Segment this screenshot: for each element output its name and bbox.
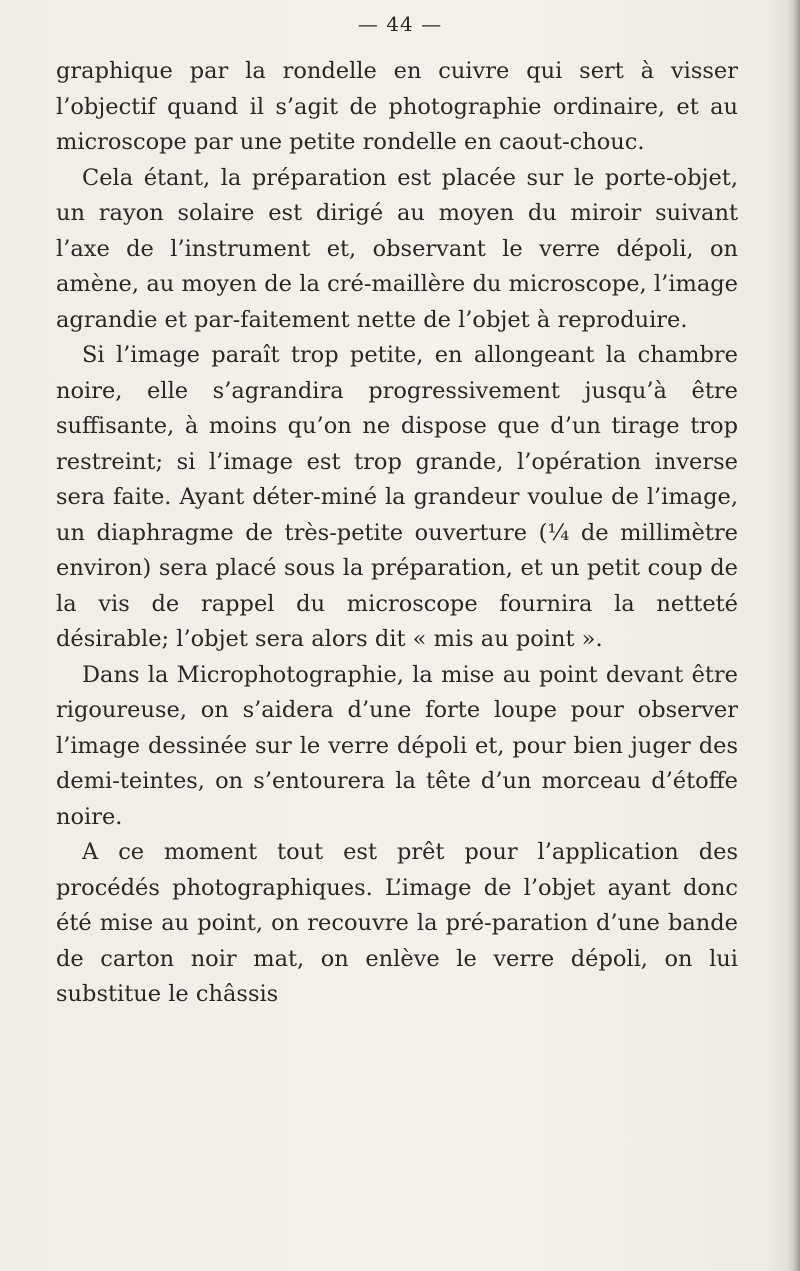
paragraph-4: Dans la Microphotographie, la mise au point devant être rigoureuse, on s’aidera d’une forte loupe pour observer l’image dessinée sur le verre dépoli et, pour bien juger des demi-teintes, on s’entourera la tête d’un morceau d’étoffe noire. — [56, 661, 738, 830]
body-text — [56, 54, 738, 1013]
paragraph-5: A ce moment tout est prêt pour l’application des procédés photographiques. L’image de l’objet ayant donc été mise au point, on recouvre la pré-paration d’une bande de carton noir mat, on enlève le verre dépoli, on lui substitue le châssis — [56, 839, 738, 1007]
page-number: — 44 — — [357, 12, 443, 36]
paragraph-2: Cela étant, la préparation est placée sur le porte-objet, un rayon solaire est dirigé au moyen du miroir suivant l’axe de l’instrument et, observant le verre dépoli, on amène, au moyen de la cré-maillère du microscope, l’image agrandie et par-faitement nette de l’objet à reproduire. — [56, 164, 738, 333]
page-edge-shadow — [786, 0, 800, 1271]
paragraph-1: graphique par la rondelle en cuivre qui sert à visser l’objectif quand il s’agit de photographie ordinaire, et au microscope par une petite rondelle en caout-chouc. — [56, 58, 738, 155]
paragraph-3: Si l’image paraît trop petite, en allongeant la chambre noire, elle s’agrandira progressivement jusqu’à être suffisante, à moins qu’on ne dispose que d’un tirage trop restreint; si l’image est trop grande, l’opération inverse sera faite. Ayant déter-miné la grandeur voulue de l’image, un diaphragme de très-petite ouverture (¼ de millimètre environ) sera placé sous la préparation, et un petit coup de la vis de rappel du microscope fournira la netteté désirable; l’objet sera alors dit « mis au point ». — [56, 342, 738, 652]
